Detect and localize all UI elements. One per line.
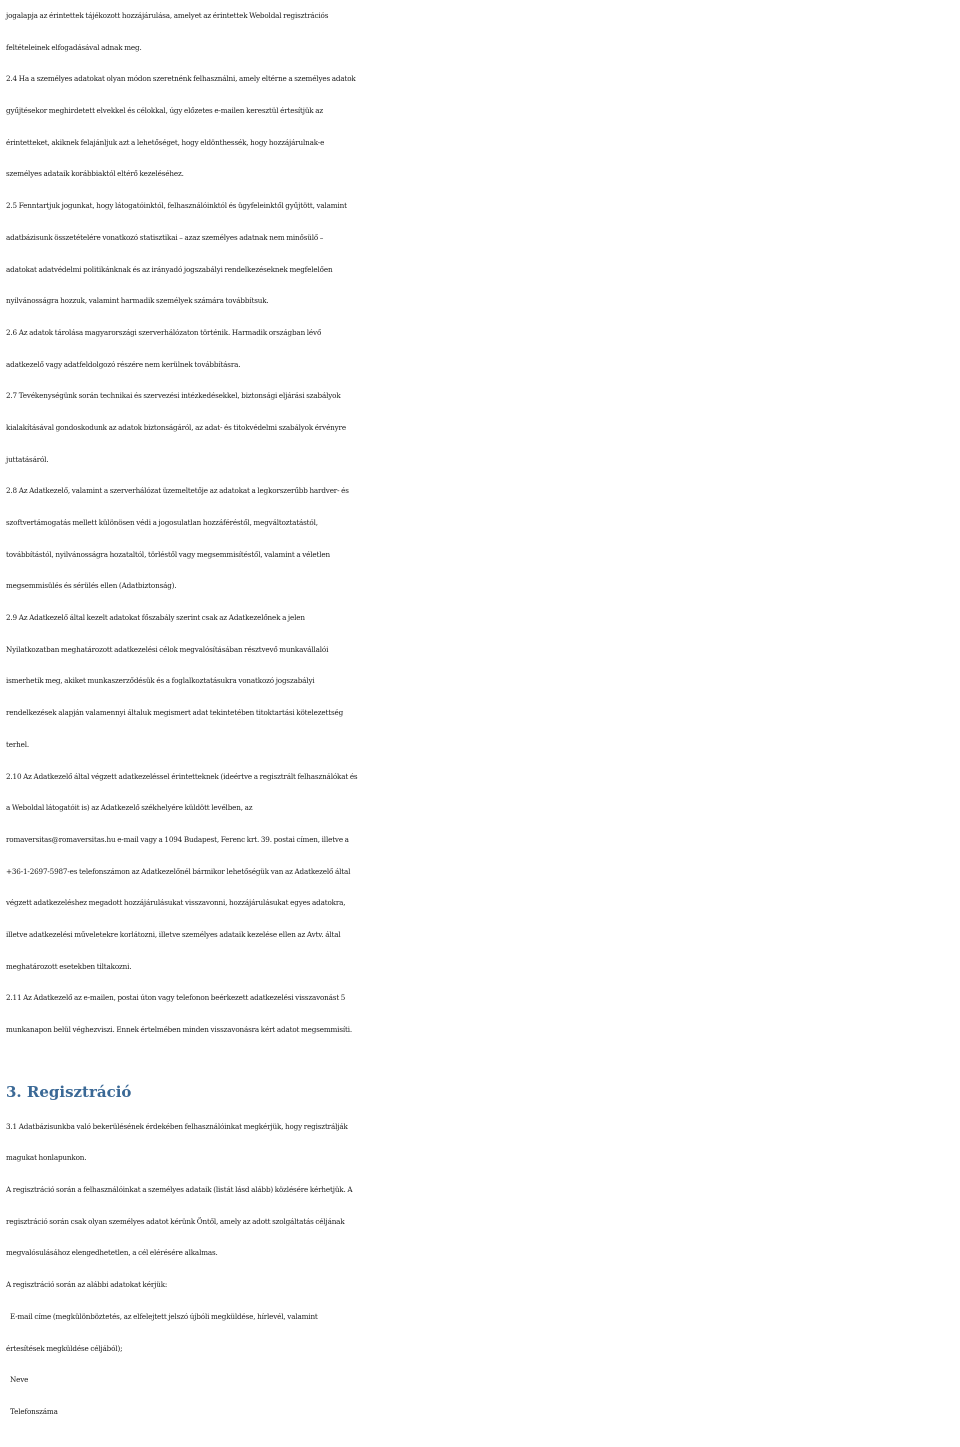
- intro-paragraph: [6, 0, 958, 63]
- section-2-4: [6, 63, 958, 190]
- text-line: a Weboldal látogatóit is) az Adatkezelő székhelyére küldött levélben, az: [6, 803, 253, 813]
- section-2-11: [6, 982, 958, 1045]
- text-line: nyilvánosságra hozzuk, valamint harmadik személyek számára továbbítsuk.: [6, 296, 269, 306]
- text-line: romaversitas@romaversitas.hu e-mail vagy a 1094 Budapest, Ferenc krt. 39. postai címen, illetve a: [6, 834, 349, 844]
- list-item-line: [6, 1301, 958, 1333]
- text-line: adatkezelő vagy adatfeldolgozó részére nem kerülnek továbbításra.: [6, 359, 241, 369]
- text-line: meghatározott esetekben tiltakozni.: [6, 961, 132, 971]
- section-3: [6, 1111, 958, 1301]
- text-line: +36-1-2697-5987-es telefonszámon az Adatkezelőnél bármikor lehetőségük van az Adatkezelő által: [6, 866, 351, 876]
- text-line: 2.9 Az Adatkezelő által kezelt adatokat főszabály szerint csak az Adatkezelőnek a jelen: [6, 613, 305, 623]
- list-item: [6, 1364, 958, 1396]
- list-item-line: [6, 1364, 958, 1396]
- text-line: munkanapon belül véghezviszi. Ennek értelmében minden visszavonásra kért adatot megsemmisíti.: [6, 1025, 353, 1034]
- text-line: regisztráció során csak olyan személyes adatot kérünk Öntől, amely az adott szolgáltatás céljának: [6, 1216, 345, 1226]
- text-line: illetve adatkezelési műveletekre korlátozni, illetve személyes adataik kezelése ellen az Avtv. által: [6, 929, 341, 939]
- text-line: Nyilatkozatban meghatározott adatkezelési célok megvalósításában résztvevő munkavállalói: [6, 644, 329, 654]
- text-line: 2.11 Az Adatkezelő az e-mailen, postai úton vagy telefonon beérkezett adatkezelési visszavonást 5: [6, 993, 346, 1003]
- section-2-8: [6, 475, 958, 602]
- list-item-text: értesítések megküldése céljából);: [6, 1343, 123, 1353]
- section-heading: 3. Regisztráció: [6, 1082, 132, 1101]
- text-line: 2.8 Az Adatkezelő, valamint a szerverhálózat üzemeltetője az adatokat a legkorszerűbb hardver- és: [6, 486, 349, 496]
- bullet-list: [6, 1301, 958, 1428]
- list-item-text: E-mail címe (megkülönböztetés, az elfelejtett jelszó újbóli megküldése, hírlevél, valamint: [10, 1311, 318, 1321]
- text-line: megvalósulásához elengedhetetlen, a cél elérésére alkalmas.: [6, 1248, 218, 1258]
- text-line: 2.10 Az Adatkezelő által végzett adatkezeléssel érintetteknek (ideértve a regisztrált felhasználókat és: [6, 771, 358, 781]
- list-item-text: Telefonszáma: [10, 1406, 58, 1416]
- text-line: érintetteket, akiknek felajánljuk azt a lehetőséget, hogy eldönthessék, hogy hozzájárulnak-e: [6, 137, 325, 147]
- text-line: jogalapja az érintettek tájékozott hozzájárulása, amelyet az érintettek Weboldal regisztrációs: [6, 11, 329, 20]
- text-line: ismerhetik meg, akiket munkaszerződésük és a foglalkoztatásukra vonatkozó jogszabályi: [6, 676, 315, 686]
- section-2-6: [6, 317, 958, 380]
- text-line: juttatásáról.: [6, 454, 49, 464]
- list-item-line: [6, 1396, 958, 1428]
- list-item: [6, 1396, 958, 1428]
- text-line: 2.4 Ha a személyes adatokat olyan módon szeretnénk felhasználni, amely eltérne a személyes adatok: [6, 74, 356, 84]
- text-line: 2.7 Tevékenységünk során technikai és szervezési intézkedésekkel, biztonsági eljárási szabályok: [6, 391, 341, 401]
- section-2-9: [6, 602, 958, 760]
- text-line: adatokat adatvédelmi politikánknak és az irányadó jogszabályi rendelkezéseknek megfelelően: [6, 264, 333, 274]
- text-line: 3.1 Adatbázisunkba való bekerülésének érdekében felhasználóinkat megkérjük, hogy regisztrálják: [6, 1121, 348, 1131]
- section-2-7: [6, 380, 958, 475]
- text-line: adatbázisunk összetételére vonatkozó statisztikai – azaz személyes adatnak nem minősülő –: [6, 232, 324, 242]
- text-line: A regisztráció során a felhasználóinkat a személyes adataik (listát lásd alább) közlésére kérhetjük. A: [6, 1185, 353, 1195]
- text-line: szoftvertámogatás mellett különösen védi a jogosulatlan hozzáféréstől, megváltoztatástól,: [6, 518, 318, 527]
- text-line: terhel.: [6, 739, 29, 749]
- text-line: magukat honlapunkon.: [6, 1153, 87, 1163]
- text-line: rendelkezések alapján valamennyi általuk megismert adat tekintetében titoktartási kötelezettség: [6, 708, 344, 718]
- text-line: A regisztráció során az alábbi adatokat kérjük:: [6, 1280, 168, 1290]
- section-2-5: [6, 190, 958, 317]
- section-2-10: [6, 761, 958, 983]
- text-line: személyes adataik korábbiaktól eltérő kezeléséhez.: [6, 169, 184, 179]
- text-line: 2.5 Fenntartjuk jogunkat, hogy látogatóinktól, felhasználóinktól és ügyfeleinktől gyűjtött, valamint: [6, 201, 347, 211]
- text-line: feltételeinek elfogadásával adnak meg.: [6, 42, 142, 52]
- document-page: [6, 0, 958, 1428]
- text-line: 2.6 Az adatok tárolása magyarországi szerverhálózaton történik. Harmadik országban lévő: [6, 327, 322, 337]
- text-line: továbbítástól, nyilvánosságra hozataltól, törléstől vagy megsemmisítéstől, valamint a véletlen: [6, 549, 330, 559]
- text-line: gyűjtésekor meghirdetett elvekkel és célokkal, úgy előzetes e-mailen keresztül értesítjük az: [6, 106, 324, 116]
- text-line: végzett adatkezeléshez megadott hozzájárulásukat visszavonni, hozzájárulásukat egyes adatokra,: [6, 898, 346, 908]
- list-item: [6, 1301, 958, 1364]
- text-line: megsemmisülés és sérülés ellen (Adatbiztonság).: [6, 581, 177, 591]
- list-item-text: Neve: [10, 1375, 29, 1385]
- text-line: kialakításával gondoskodunk az adatok biztonságáról, az adat- és titokvédelmi szabályok érvényre: [6, 422, 346, 432]
